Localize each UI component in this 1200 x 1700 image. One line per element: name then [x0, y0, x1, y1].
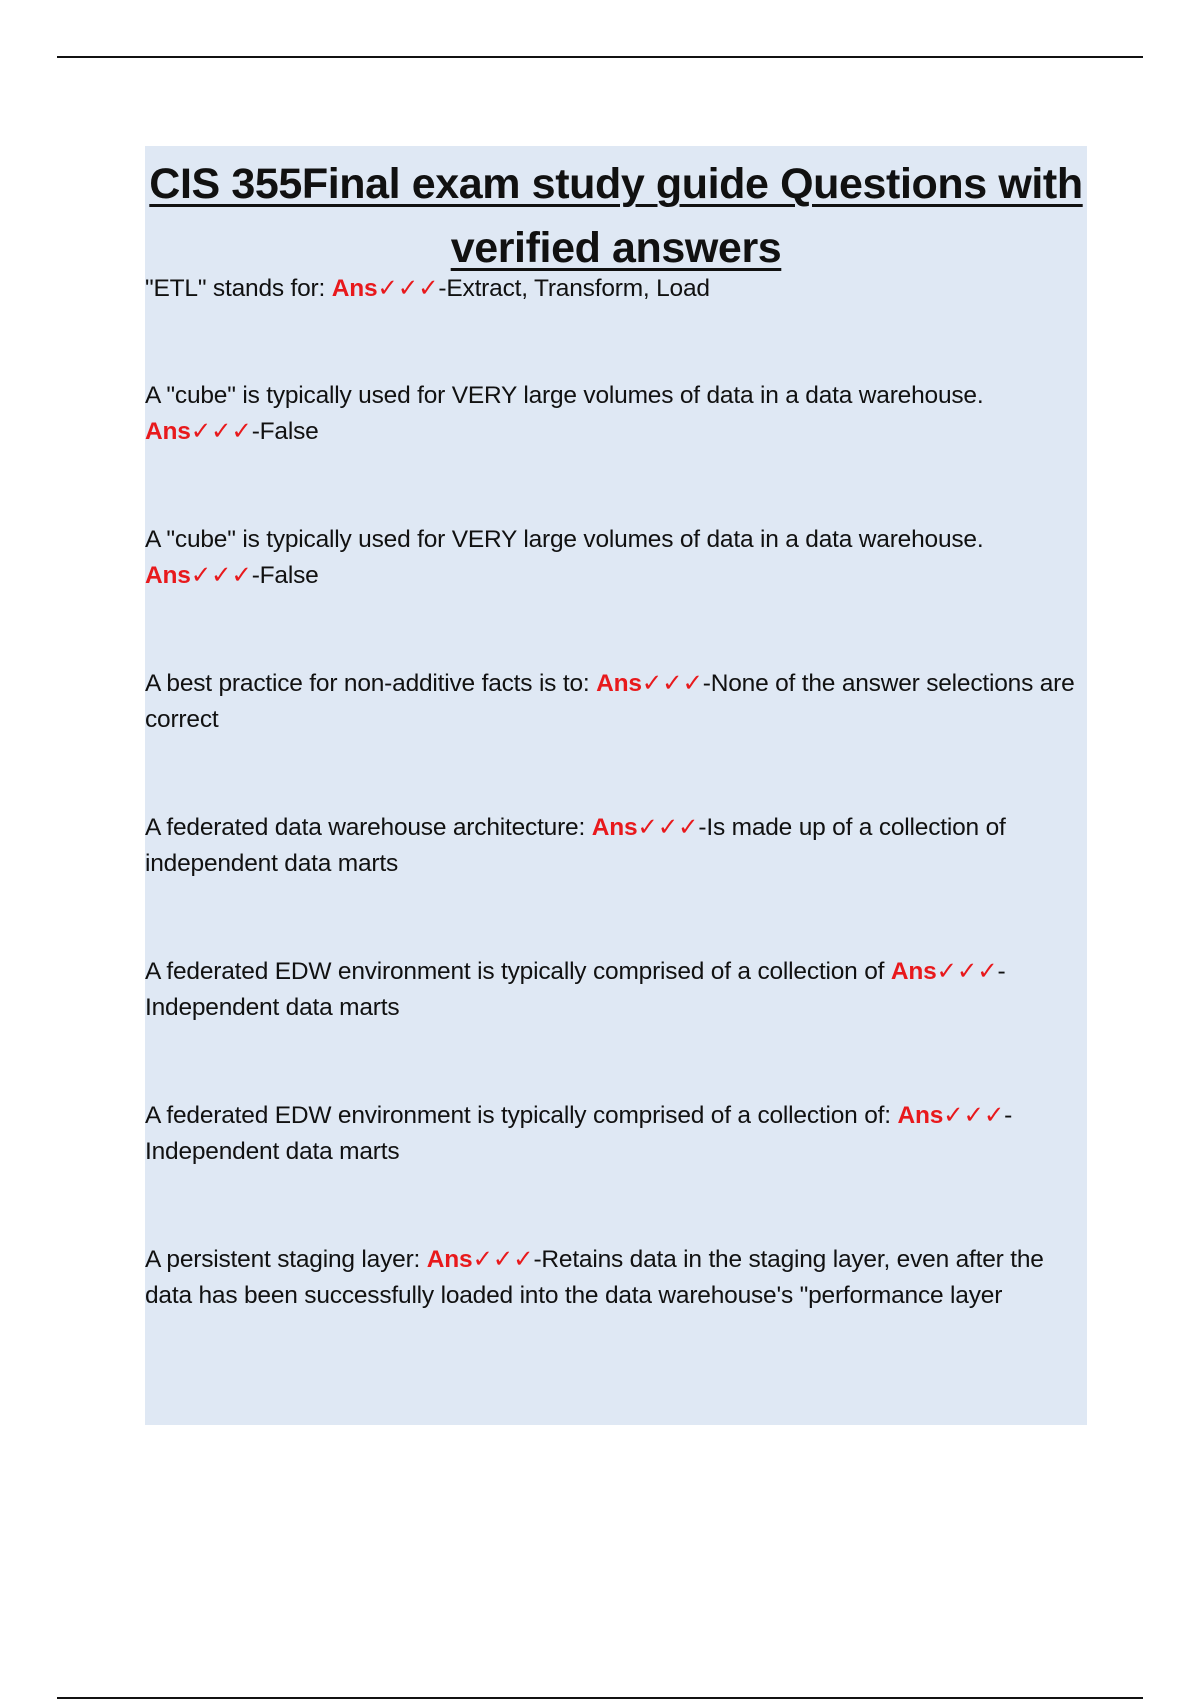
question-text: "ETL" stands for:	[145, 275, 332, 302]
question-text: A federated data warehouse architecture:	[145, 814, 592, 841]
qa-item	[145, 522, 1087, 594]
study-guide-content	[145, 146, 1087, 1425]
question-text: A federated EDW environment is typically comprised of a collection of	[145, 958, 891, 985]
checkmarks-icon: ✓✓✓	[472, 1246, 534, 1273]
answer-text: -None of the answer selections are correct	[145, 670, 1075, 733]
ans-label: Ans	[591, 814, 638, 841]
answer-text: -Is made up of a collection of independent data marts	[145, 814, 1006, 877]
qa-item	[145, 954, 1087, 1026]
answer-text: -Retains data in the staging layer, even after the data has been successfully loaded into the data warehouse's "performance layer	[145, 1246, 1044, 1309]
ans-label: Ans	[331, 275, 378, 302]
ans-label: Ans	[897, 1102, 944, 1129]
document-title	[145, 146, 1087, 280]
question-text: A persistent staging layer:	[145, 1246, 427, 1273]
header-rule	[57, 56, 1143, 58]
checkmarks-icon: ✓✓✓	[377, 275, 439, 302]
question-text: A "cube" is typically used for VERY large volumes of data in a data warehouse.	[145, 382, 984, 409]
checkmarks-icon: ✓✓✓	[943, 1102, 1005, 1129]
qa-item	[145, 271, 1087, 307]
qa-item	[145, 1098, 1087, 1170]
qa-item	[145, 1242, 1087, 1314]
ans-label: Ans	[145, 562, 191, 589]
qa-item	[145, 378, 1087, 450]
question-text: A best practice for non-additive facts is to:	[145, 670, 597, 697]
answer-text: -Independent data marts	[145, 1102, 1013, 1165]
question-text: A federated EDW environment is typically comprised of a collection of:	[145, 1102, 898, 1129]
checkmarks-icon: ✓✓✓	[190, 562, 252, 589]
answer-text: -False	[251, 418, 319, 445]
ans-label: Ans	[426, 1246, 473, 1273]
answer-text: -Extract, Transform, Load	[438, 275, 710, 302]
checkmarks-icon: ✓✓✓	[637, 814, 699, 841]
question-text: A "cube" is typically used for VERY large volumes of data in a data warehouse.	[145, 526, 984, 553]
ans-label: Ans	[145, 418, 191, 445]
answer-text: -False	[251, 562, 319, 589]
title-line-1: CIS 355Final exam study guide Questions with	[149, 160, 1083, 208]
answer-text: -Independent data marts	[145, 958, 1006, 1021]
ans-label: Ans	[890, 958, 937, 985]
footer-rule	[57, 1697, 1143, 1699]
qa-item	[145, 810, 1087, 882]
checkmarks-icon: ✓✓✓	[936, 958, 998, 985]
checkmarks-icon: ✓✓✓	[190, 418, 252, 445]
checkmarks-icon: ✓✓✓	[641, 670, 703, 697]
ans-label: Ans	[596, 670, 642, 697]
title-line-2: verified answers	[450, 224, 782, 272]
qa-item	[145, 666, 1087, 738]
